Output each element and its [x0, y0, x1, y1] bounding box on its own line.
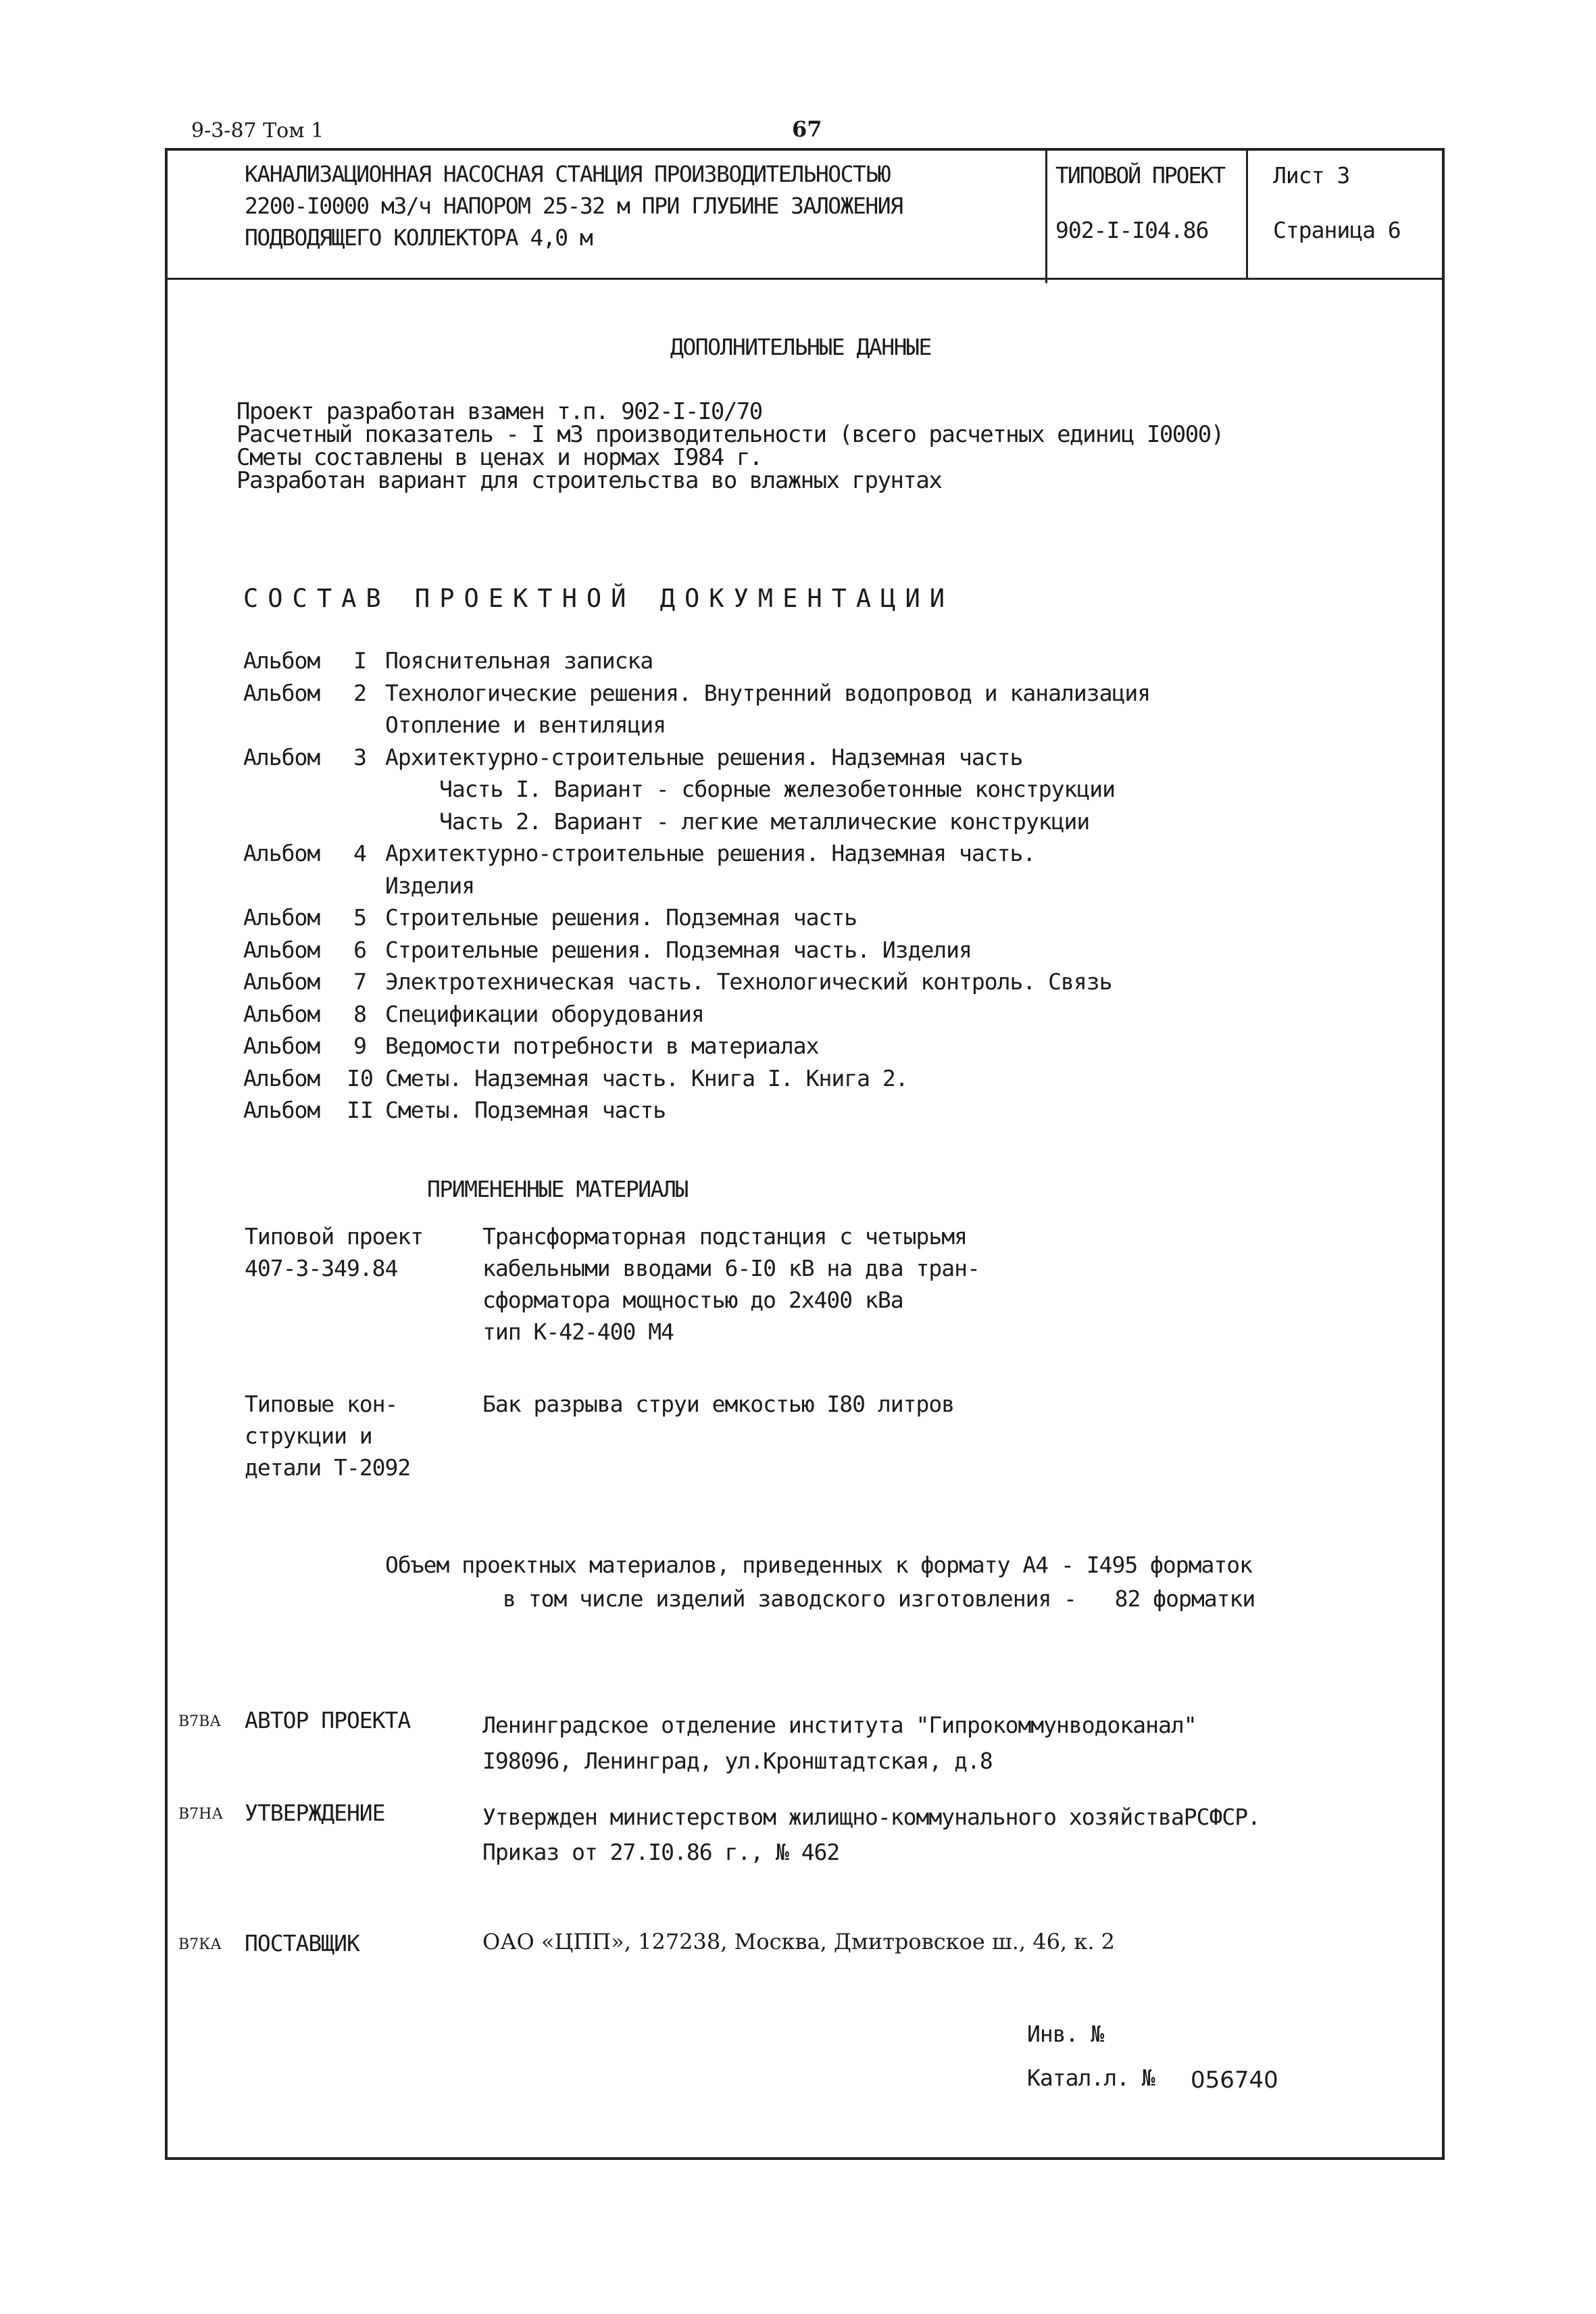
author-line: I98096, Ленинград, ул.Кронштадтская, д.8	[482, 1748, 993, 1774]
album-label: Альбом	[243, 904, 320, 931]
album-row	[243, 1033, 819, 1059]
page-number: 67	[792, 116, 822, 142]
album-row	[243, 1001, 704, 1027]
album-title: Пояснительная записка	[385, 647, 653, 674]
album-row	[243, 712, 666, 738]
album-label: Альбом	[243, 1065, 320, 1091]
document-reference: 9-3-87 Том 1	[191, 119, 324, 143]
album-label: Альбом	[243, 647, 320, 674]
album-row	[243, 968, 1112, 995]
material-left-line: детали Т-2092	[245, 1454, 411, 1481]
author-details	[482, 1707, 1197, 1779]
album-title: Технологические решения. Внутренний водопровод и канализация	[385, 680, 1151, 706]
album-label: Альбом	[243, 680, 320, 706]
album-number: 9	[353, 1033, 367, 1059]
header-col-divider-1	[1045, 148, 1047, 283]
page-in-project: Страница 6	[1273, 217, 1401, 243]
album-title: Спецификации оборудования	[385, 1001, 704, 1027]
materials-title: ПРИМЕНЕННЫЕ МАТЕРИАЛЫ	[427, 1176, 688, 1202]
material-left-line: 407-3-349.84	[245, 1255, 398, 1281]
additional-line: Расчетный показатель - I м3 производительности (всего расчетных единиц I0000)	[236, 421, 1224, 448]
album-title: Архитектурно-строительные решения. Надземная часть.	[385, 840, 1036, 866]
album-label: Альбом	[243, 840, 320, 866]
material-right-line: тип К-42-400 М4	[482, 1319, 674, 1345]
material-right-line: Бак разрыва струи емкостью I80 литров	[482, 1391, 955, 1417]
album-row	[243, 647, 653, 674]
album-title: Архитектурно-строительные решения. Надземная часть	[385, 744, 1023, 770]
additional-data-lines	[236, 400, 1224, 492]
header-divider	[165, 278, 1445, 280]
contact-tag-author: В7ВА	[178, 1713, 221, 1730]
approval-details	[482, 1800, 1260, 1870]
album-number: 3	[353, 744, 367, 770]
album-title: Часть I. Вариант - сборные железобетонные конструкции	[439, 776, 1115, 802]
album-row	[243, 1097, 666, 1123]
album-row	[243, 872, 474, 899]
inventory-label: Инв. №	[1027, 2021, 1104, 2047]
material-right-line: кабельными вводами 6-I0 кВ на два тран-	[482, 1255, 980, 1281]
album-label: Альбом	[243, 1033, 320, 1059]
material-1-right	[482, 1221, 980, 1348]
author-line: Ленинградское отделение института "Гипрокоммунводоканал"	[482, 1712, 1197, 1738]
project-code: 902-I-I04.86	[1055, 217, 1209, 243]
album-number: 7	[353, 968, 367, 995]
sheet-number: Лист 3	[1273, 162, 1350, 189]
material-left-line: Типовой проект	[245, 1223, 424, 1250]
album-number: 4	[353, 840, 367, 866]
album-number: I0	[347, 1065, 374, 1091]
album-number: 5	[353, 904, 367, 931]
album-title: Ведомости потребности в материалах	[385, 1033, 819, 1059]
approval-line: Приказ от 27.I0.86 г., № 462	[482, 1839, 840, 1865]
album-row	[243, 840, 1035, 866]
supplier-label: ПОСТАВЩИК	[245, 1930, 359, 1956]
album-number: II	[347, 1097, 374, 1123]
album-label: Альбом	[243, 937, 320, 963]
album-title: Отопление и вентиляция	[385, 712, 666, 738]
album-row	[243, 808, 1089, 835]
author-label: АВТОР ПРОЕКТА	[245, 1707, 411, 1733]
additional-data-title: ДОПОЛНИТЕЛЬНЫЕ ДАННЫЕ	[670, 334, 931, 360]
volume-line-2: в том числе изделий заводского изготовления - 82 форматки	[503, 1585, 1255, 1612]
material-left-line: струкции и	[245, 1423, 372, 1449]
album-row	[243, 937, 972, 963]
album-title: Часть 2. Вариант - легкие металлические конструкции	[439, 808, 1090, 835]
album-number: 2	[353, 680, 367, 706]
material-2-right	[482, 1388, 954, 1420]
approval-label: УТВЕРЖДЕНИЕ	[245, 1800, 385, 1826]
composition-title: СОСТАВ ПРОЕКТНОЙ ДОКУМЕНТАЦИИ	[243, 584, 955, 613]
album-title: Сметы. Надземная часть. Книга I. Книга 2.	[385, 1065, 908, 1091]
additional-line: Сметы составлены в ценах и нормах I984 г.	[236, 444, 762, 471]
album-label: Альбом	[243, 968, 320, 995]
header-title	[245, 158, 903, 253]
album-title: Электротехническая часть. Технологический контроль. Связь	[385, 968, 1112, 995]
album-row	[243, 1065, 908, 1091]
catalog-number: 056740	[1191, 2067, 1278, 2094]
album-number: 8	[353, 1001, 367, 1027]
album-number: 6	[353, 937, 367, 963]
album-row	[243, 904, 857, 931]
album-title: Строительные решения. Подземная часть	[385, 904, 857, 931]
material-right-line: Трансформаторная подстанция с четырьмя	[482, 1223, 967, 1250]
album-title: Изделия	[385, 872, 475, 899]
album-row	[243, 680, 1150, 706]
material-2-left	[245, 1388, 410, 1483]
contact-tag-supplier: В7КА	[178, 1936, 222, 1953]
header-title-line: КАНАЛИЗАЦИОННАЯ НАСОСНАЯ СТАНЦИЯ ПРОИЗВОДИТЕЛЬНОСТЬЮ	[245, 161, 891, 187]
album-label: Альбом	[243, 744, 320, 770]
material-1-left	[245, 1221, 423, 1284]
contact-tag-approval: В7НА	[178, 1806, 224, 1823]
album-row	[243, 776, 1115, 802]
album-title: Сметы. Подземная часть	[385, 1097, 666, 1123]
additional-line: Разработан вариант для строительства во влажных грунтах	[236, 467, 942, 494]
volume-line-1: Объем проектных материалов, приведенных к формату А4 - I495 форматок	[385, 1552, 1253, 1578]
album-number: I	[353, 647, 367, 674]
supplier-details: ОАО «ЦПП», 127238, Москва, Дмитровское ш., 46, к. 2	[482, 1929, 1116, 1954]
additional-line: Проект разработан взамен т.п. 902-I-I0/70	[236, 398, 762, 425]
album-label: Альбом	[243, 1097, 320, 1123]
album-title: Строительные решения. Подземная часть. Изделия	[385, 937, 972, 963]
project-label: ТИПОВОЙ ПРОЕКТ	[1055, 162, 1225, 189]
album-label: Альбом	[243, 1001, 320, 1027]
catalog-label: Катал.л. №	[1027, 2065, 1155, 2091]
material-left-line: Типовые кон-	[245, 1391, 398, 1417]
album-row	[243, 744, 1022, 770]
material-right-line: сформатора мощностью до 2х400 кВа	[482, 1287, 903, 1313]
approval-line: Утвержден министерством жилищно-коммунального хозяйстваРСФСР.	[482, 1804, 1260, 1830]
header-title-line: 2200-I0000 м3/ч НАПОРОМ 25-32 м ПРИ ГЛУБИНЕ ЗАЛОЖЕНИЯ	[245, 193, 903, 219]
header-col-divider-2	[1246, 148, 1248, 279]
header-title-line: ПОДВОДЯЩЕГО КОЛЛЕКТОРА 4,0 м	[245, 224, 593, 251]
